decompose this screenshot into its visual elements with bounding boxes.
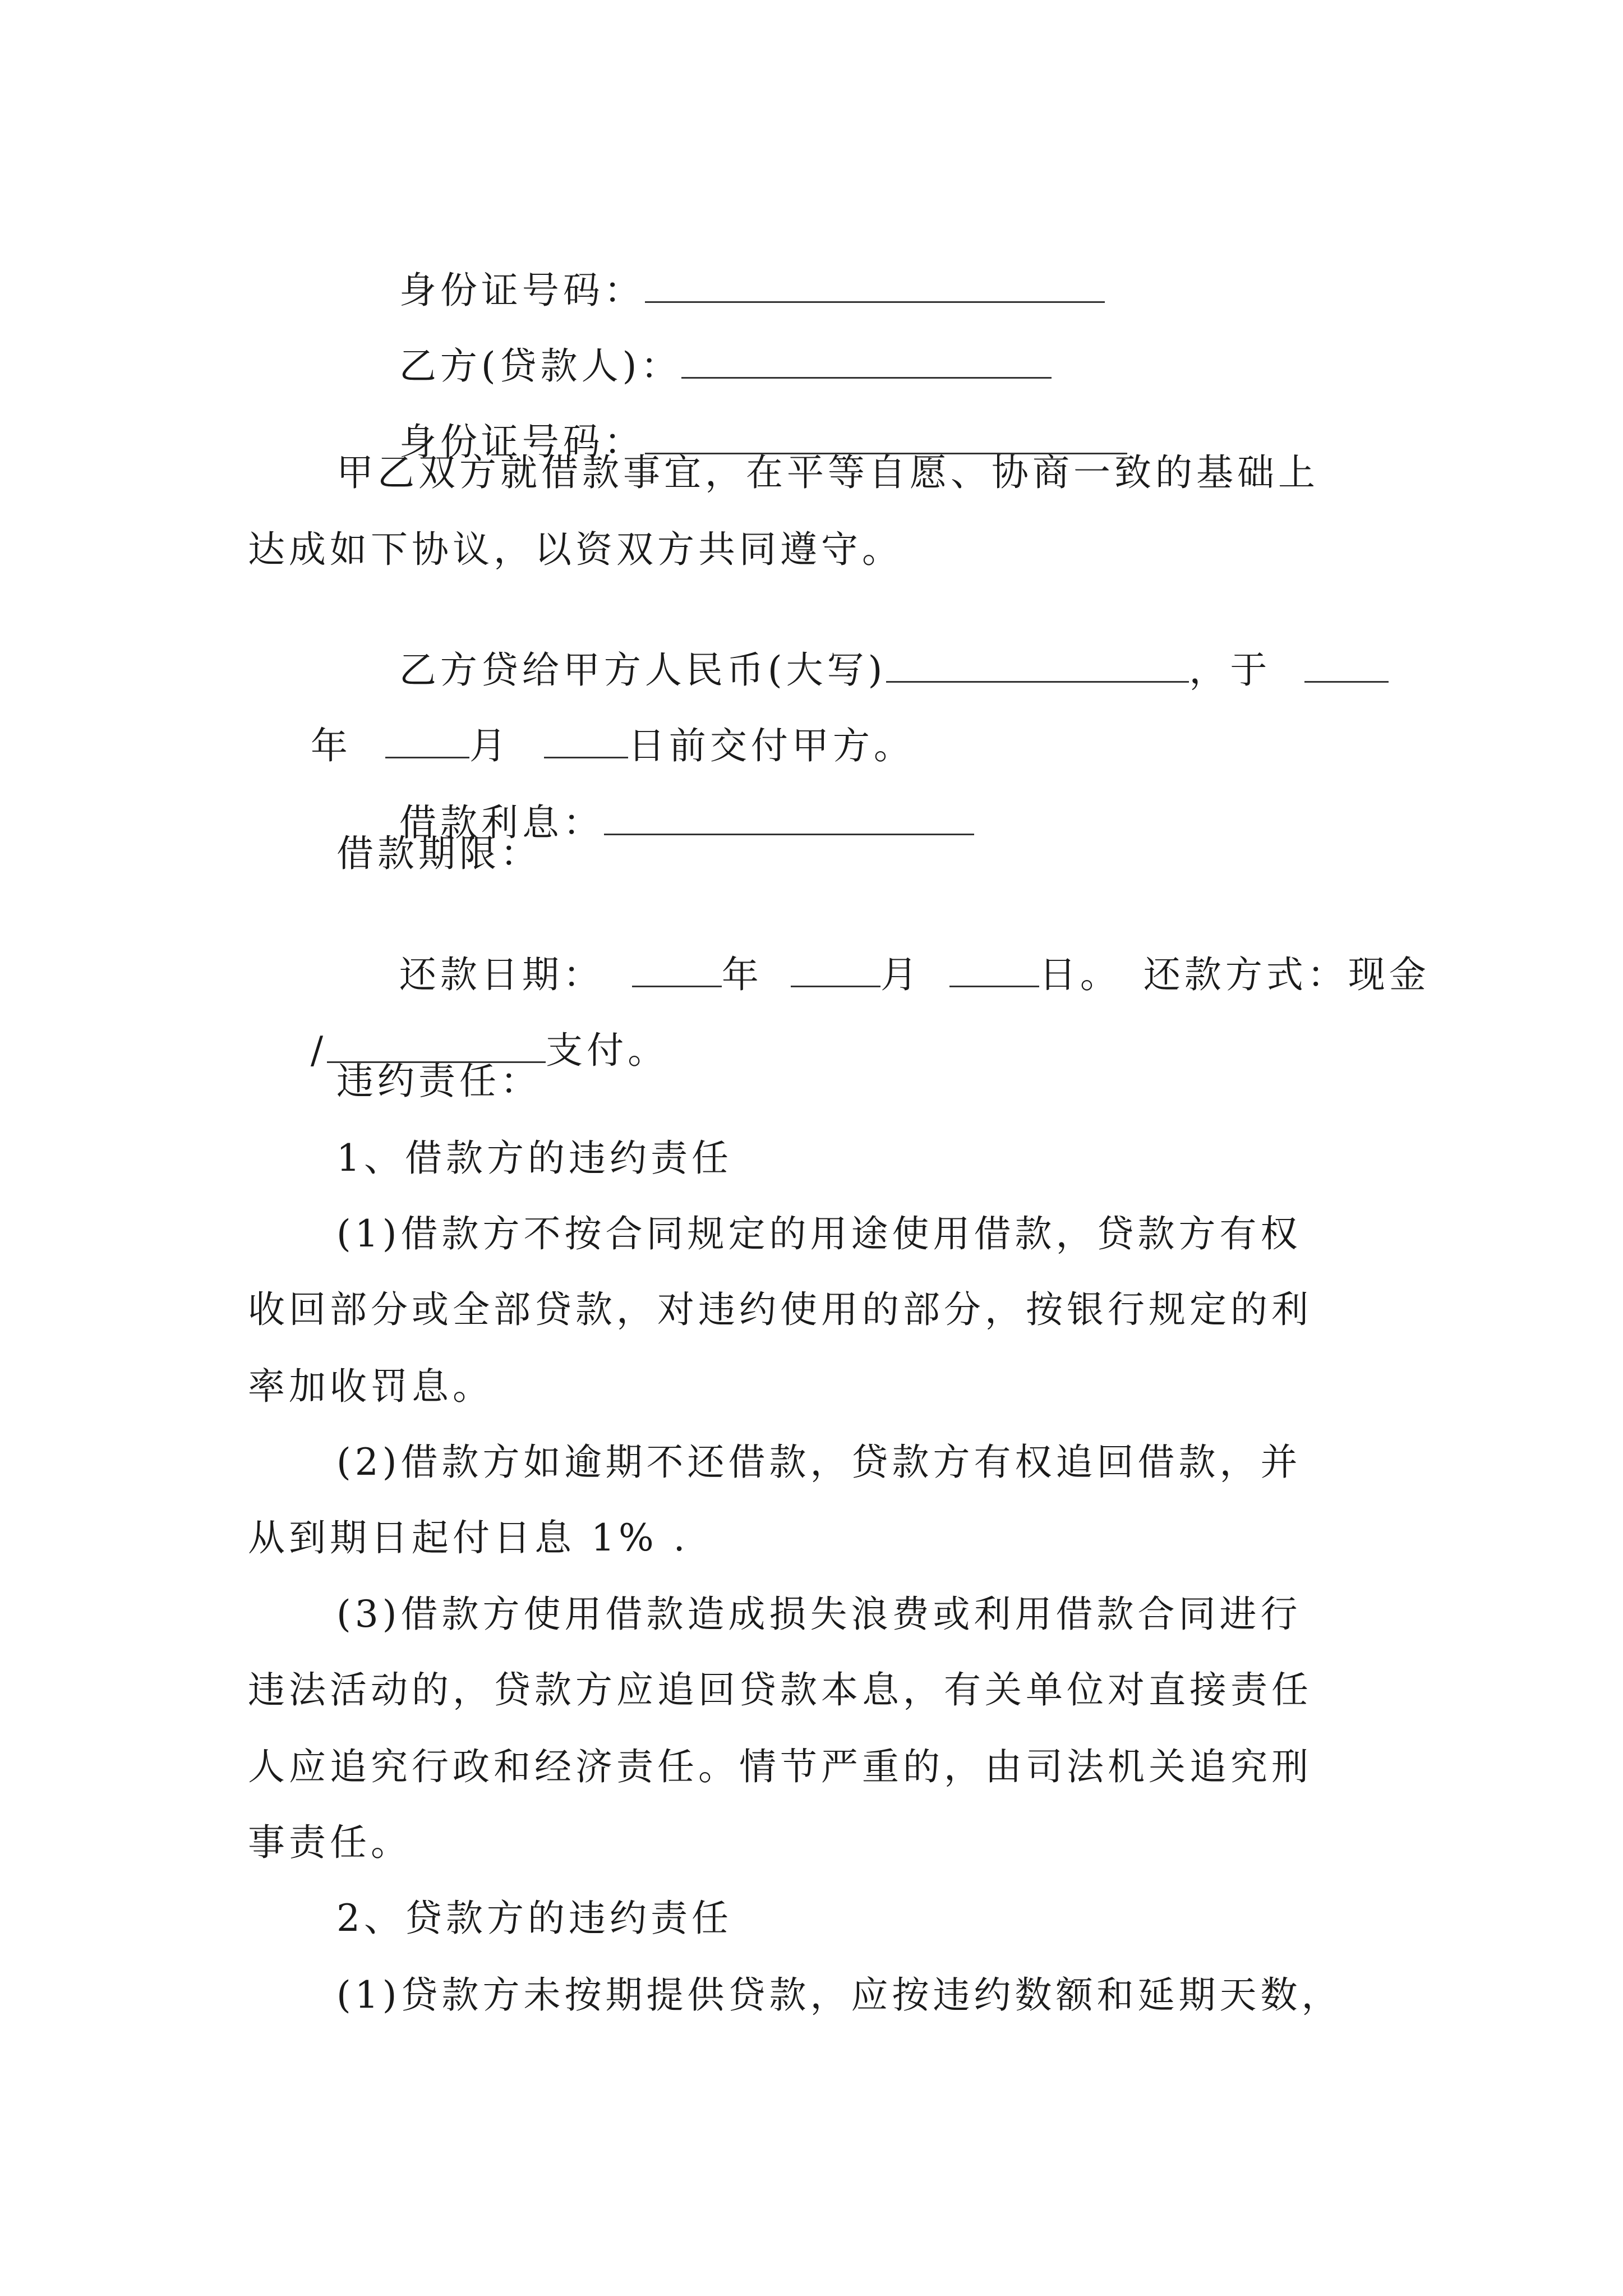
repay-date-label: 还款日期： (399, 953, 604, 996)
interest-label: 借款利息： (399, 801, 604, 844)
loan-amount-blank[interactable] (886, 648, 1189, 683)
repay-month-label: 月 (880, 953, 921, 996)
clause-line: 事责任。 (248, 1821, 412, 1864)
repay-year-blank[interactable] (632, 953, 722, 987)
clause-line: 从到期日起付日息 1% . (248, 1516, 689, 1559)
repay-method-suffix: 支付。 (546, 1029, 669, 1072)
clause-line: (3)借款方使用借款造成损失浪费或利用借款合同进行 (336, 1593, 1302, 1636)
id-number-blank[interactable] (645, 269, 1105, 303)
year-label: 年 (310, 724, 352, 767)
id-number-label: 身份证号码： (399, 420, 645, 463)
clause-line: (1)借款方不按合同规定的用途使用借款，贷款方有权 (336, 1212, 1302, 1255)
section-heading: 2、贷款方的违约责任 (336, 1897, 732, 1940)
preamble-line: 达成如下协议，以资双方共同遵守。 (248, 528, 903, 571)
repay-method-slash: / (310, 1029, 328, 1072)
repay-method-blank[interactable] (327, 1029, 546, 1063)
deliver-month-blank[interactable] (385, 724, 469, 758)
loan-amount-label: 乙方贷给甲方人民币(大写) (399, 648, 887, 692)
id-number-label: 身份证号码： (399, 269, 645, 312)
clause-line: 违法活动的，贷款方应追回贷款本息，有关单位对直接责任 (248, 1668, 1312, 1711)
section-heading: 1、借款方的违约责任 (336, 1137, 732, 1180)
preamble-line: 甲乙双方就借款事宜，在平等自愿、协商一致的基础上 (336, 451, 1319, 494)
deliver-suffix: 日前交付甲方。 (628, 724, 915, 767)
party-b-label: 乙方(贷款人)： (399, 344, 682, 388)
deliver-year-blank[interactable] (1304, 648, 1389, 683)
party-b-blank[interactable] (681, 344, 1052, 379)
liability-heading: 违约责任： (336, 1060, 541, 1103)
term-label: 借款期限： (336, 832, 541, 875)
repay-day-blank[interactable] (949, 953, 1039, 987)
clause-line: 人应追究行政和经济责任。情节严重的，由司法机关追究刑 (248, 1745, 1312, 1788)
clause-line: (2)借款方如逾期不还借款，贷款方有权追回借款，并 (336, 1441, 1302, 1484)
repay-day-label: 日。 (1039, 953, 1121, 996)
repay-year-label: 年 (721, 953, 763, 996)
repay-method-label: 还款方式：现金 (1143, 953, 1430, 996)
clause-line: 收回部分或全部贷款，对违约使用的部分，按银行规定的利 (248, 1288, 1312, 1331)
repay-month-blank[interactable] (791, 953, 880, 987)
clause-line: 率加收罚息。 (248, 1365, 494, 1408)
loan-amount-mid: ，于 (1189, 648, 1271, 692)
deliver-day-blank[interactable] (544, 724, 628, 758)
id-number-blank[interactable] (645, 420, 1127, 454)
month-label: 月 (469, 724, 510, 767)
clause-line: (1)贷款方未按期提供贷款，应按违约数额和延期天数， (336, 1973, 1343, 2017)
interest-blank[interactable] (604, 801, 974, 835)
